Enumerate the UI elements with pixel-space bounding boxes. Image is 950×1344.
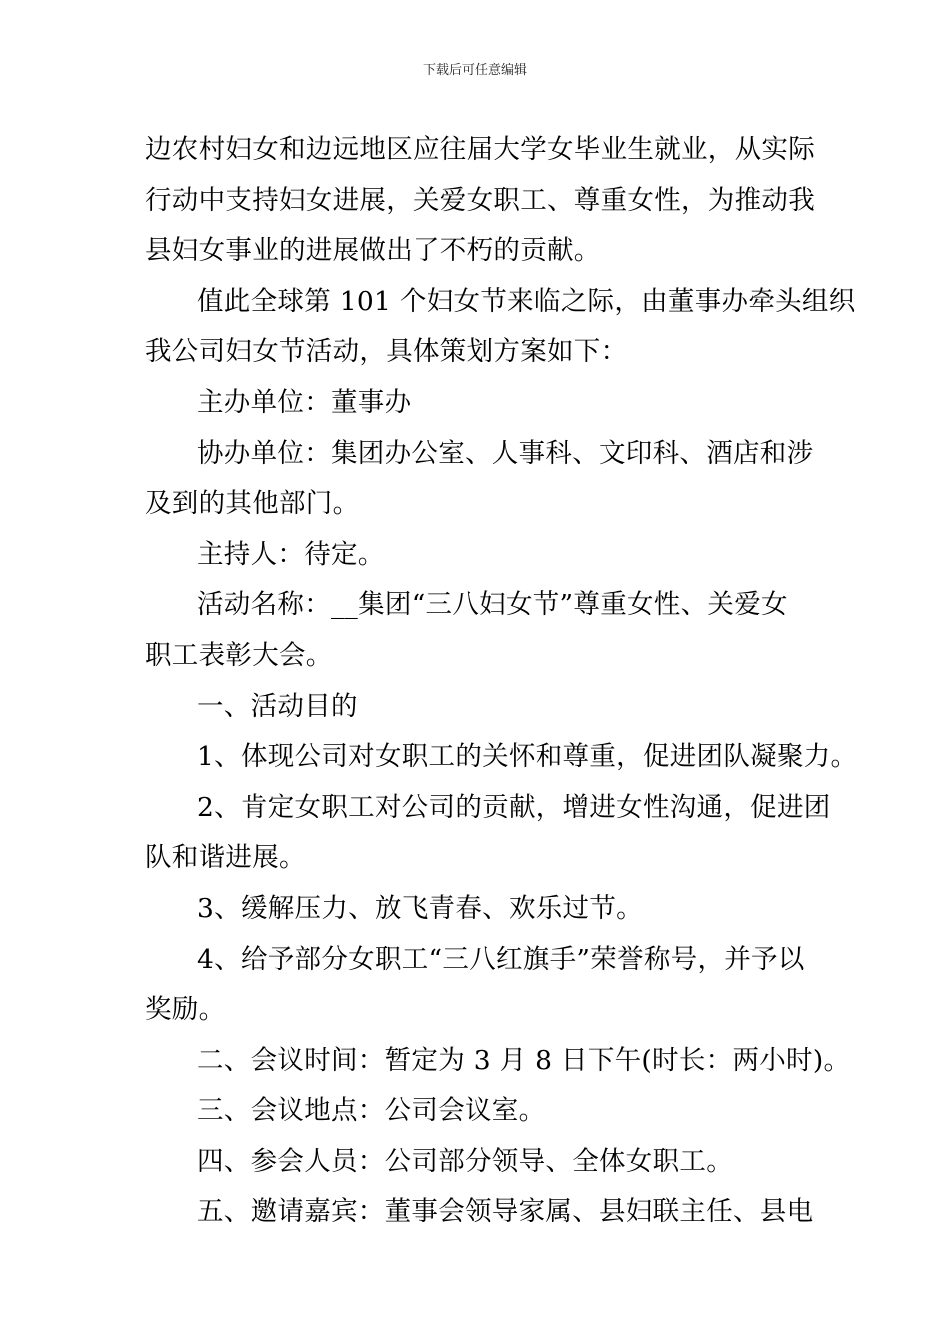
paragraph-line: 队和谐进展。 [145,842,306,874]
organizer-line: 主办单位：董事办 [197,386,412,418]
paragraph-line: 及到的其他部门。 [145,488,360,520]
section-heading: 二、会议时间：暂定为 3 月 8 日下午(时长：两小时)。 [197,1044,851,1076]
section-heading: 一、活动目的 [197,690,358,722]
paragraph-line: 县妇女事业的进展做出了不朽的贡献。 [145,235,601,267]
list-item: 2、肯定女职工对公司的贡献，增进女性沟通，促进团 [197,791,831,823]
list-item: 4、给予部分女职工“三八红旗手”荣誉称号，并予以 [197,943,805,975]
section-heading: 四、参会人员：公司部分领导、全体女职工。 [197,1145,733,1177]
co-organizer-line: 协办单位：集团办公室、人事科、文印科、酒店和涉 [197,437,814,469]
paragraph-line: 奖励。 [145,994,226,1026]
paragraph-line: 值此全球第 101 个妇女节来临之际，由董事办牵头组织 [197,285,856,317]
section-heading: 三、会议地点：公司会议室。 [197,1095,546,1127]
paragraph-line: 行动中支持妇女进展，关爱女职工、尊重女性，为推动我 [145,184,815,216]
list-item: 3、缓解压力、放飞青春、欢乐过节。 [197,892,643,924]
event-name-line: 活动名称：__集团“三八妇女节”尊重女性、关爱女 [197,589,788,621]
page-header: 下载后可任意编辑 [422,63,527,78]
section-heading: 五、邀请嘉宾：董事会领导家属、县妇联主任、县电 [197,1196,814,1228]
list-item: 1、体现公司对女职工的关怀和尊重，促进团队凝聚力。 [197,741,858,773]
paragraph-line: 边农村妇女和边远地区应往届大学女毕业生就业，从实际 [145,134,815,165]
paragraph-line: 我公司妇女节活动，具体策划方案如下： [145,336,628,368]
paragraph-line: 职工表彰大会。 [145,639,333,671]
host-line: 主持人：待定。 [197,538,385,570]
document-body [145,125,858,1238]
